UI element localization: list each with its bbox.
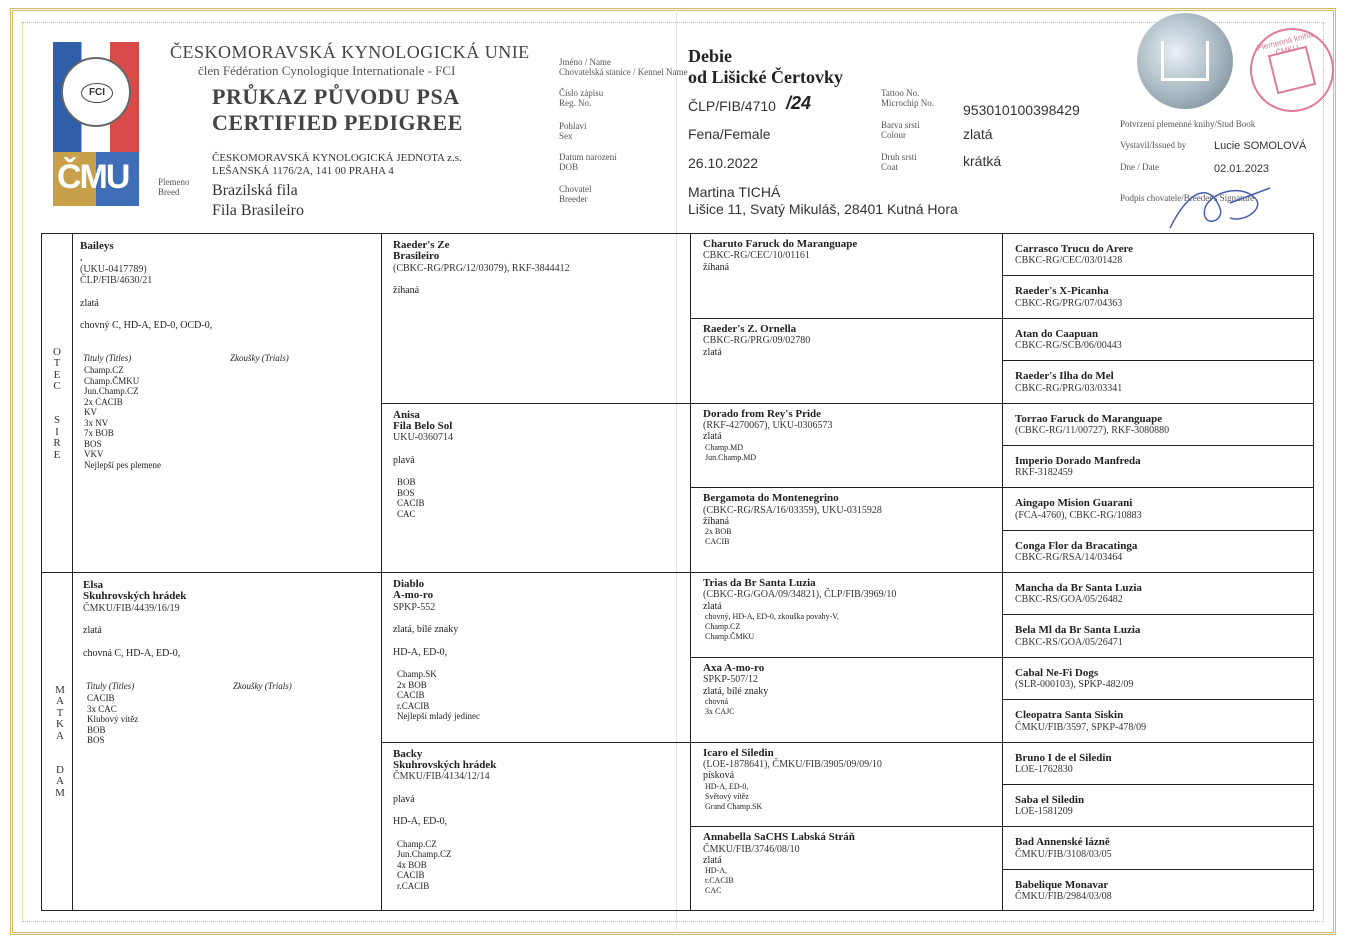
breeder-address: Lišice 11, Svatý Mikuláš, 28401 Kutná Hora <box>688 201 958 217</box>
great-grandparent-cell <box>703 748 998 812</box>
great-grandparent-reg: (CBKC-RG/GOA/09/34821), ČLP/FIB/3969/10 <box>703 589 897 601</box>
great-grandparent-name: Dorado from Rey's Pride <box>703 407 822 420</box>
gen4-ancestor-reg: CBKC-RG/RSA/14/03464 <box>1015 552 1123 564</box>
grandparent-colour: plavá <box>393 454 415 466</box>
gen4-ancestor-name: Aingapo Mision Guarani <box>1015 497 1133 510</box>
label-studbook: Potvrzení plemenné knihy/Stud Book <box>1120 119 1256 129</box>
grandparent-cell <box>393 410 683 520</box>
fci-globe-icon: FCI <box>61 57 131 127</box>
great-grandparent-name: Icaro el Siledin <box>703 746 774 759</box>
sire-title-item: KV <box>84 407 97 418</box>
dam-title-item: CACIB <box>87 693 115 704</box>
grandparent-health: HD-A, ED-0, <box>393 646 448 658</box>
grandparent-title-item: Nejlepší mladý jedinec <box>397 711 480 722</box>
gen4-ancestor-reg: LOE-1762830 <box>1015 763 1073 775</box>
fci-member: člen Fédération Cynologique Internationale - FCI <box>198 63 456 78</box>
great-grandparent-colour: písková <box>703 770 735 782</box>
gen4-ancestor-cell <box>1015 371 1313 394</box>
great-grandparent-colour: zlatá <box>703 346 722 358</box>
sire-reg2: ČLP/FIB/4630/21 <box>80 275 153 287</box>
gen4-ancestor-reg: CBKC-RG/SCB/06/00443 <box>1015 340 1122 352</box>
sire-side-label: O T E C S I R E <box>53 346 61 461</box>
breed-label: Plemeno Breed <box>158 177 190 197</box>
grandparent-name: Raeder's Ze <box>393 239 450 251</box>
gen4-ancestor-cell <box>1015 286 1313 309</box>
great-grandparent-title-item: Grand Champ.SK <box>705 801 763 811</box>
great-grandparent-cell <box>703 409 998 463</box>
row-divider <box>690 826 1314 827</box>
row-divider <box>381 403 1314 404</box>
great-grandparent-title-item: CACIB <box>705 537 730 547</box>
great-grandparent-reg: CBKC-RG/PRG/09/02780 <box>703 335 811 347</box>
breed-en: Fila Brasileiro <box>212 202 304 219</box>
gen4-ancestor-cell <box>1015 880 1313 903</box>
breed-cz: Brazilská fila <box>212 182 298 199</box>
great-grandparent-reg: ČMKU/FIB/3746/08/10 <box>703 843 800 855</box>
great-grandparent-titles <box>703 782 998 812</box>
great-grandparent-title-item: HD-A, ED-0, <box>705 781 749 791</box>
great-grandparent-cell <box>703 578 998 642</box>
great-grandparent-reg: (CBKC-RG/RSA/16/03359), UKU-0315928 <box>703 504 882 516</box>
gen4-ancestor-name: Raeder's X-Picanha <box>1015 285 1109 298</box>
great-grandparent-name: Axa A-mo-ro <box>703 661 765 674</box>
dam-reg: ČMKU/FIB/4439/16/19 <box>83 602 180 614</box>
sire-name: Baileys <box>80 240 114 252</box>
grandparent-cell <box>393 579 683 722</box>
dam-side-label: M A T K A D A M <box>55 684 65 799</box>
label-issued: Vystavil/Issued by <box>1120 140 1187 150</box>
gen4-ancestor-name: Imperio Dorado Manfreda <box>1015 454 1141 467</box>
label-sex: Pohlaví Sex <box>559 121 587 141</box>
great-grandparent-name: Bergamota do Montenegrino <box>703 492 839 505</box>
gen4-ancestor-name: Raeder's Ilha do Mel <box>1015 370 1114 383</box>
great-grandparent-name: Raeder's Z. Ornella <box>703 322 797 335</box>
dog-dob: 26.10.2022 <box>688 155 759 171</box>
grandparent-title-item: CAC <box>397 508 416 519</box>
gen4-ancestor-name: Bad Annenské lázně <box>1015 836 1110 849</box>
row-divider <box>690 657 1314 658</box>
grandparent-health: HD-A, ED-0, <box>393 816 448 828</box>
great-grandparent-cell <box>703 663 998 717</box>
dam-title-item: Klubový vítěz <box>87 714 139 725</box>
grandparent-titles <box>393 477 683 519</box>
grandparent-colour: plavá <box>393 793 415 805</box>
title-cz: PRŮKAZ PŮVODU PSA <box>212 84 460 109</box>
sire-title-item: 3x NV <box>84 417 109 428</box>
great-grandparent-colour: zlatá, bílé znaky <box>703 685 769 697</box>
dam-name: Elsa <box>83 579 104 591</box>
breeder-name: Martina TICHÁ <box>688 184 781 200</box>
dam-title-item: BOB <box>87 724 106 735</box>
studbook-stamp: Plemenná kniha ČMKU <box>1241 19 1343 121</box>
great-grandparent-colour: zlatá <box>703 431 722 443</box>
great-grandparent-cell <box>703 324 998 358</box>
great-grandparent-title-item: chovný, HD-A, ED-0, zkouška povahy-V, <box>705 612 840 622</box>
dog-coat: krátká <box>963 153 1002 169</box>
grandparent-title-item: 2x BOB <box>397 679 427 690</box>
gen4-ancestor-reg: CBKC-RS/GOA/05/26482 <box>1015 594 1123 606</box>
gen4-ancestor-cell <box>1015 795 1313 818</box>
great-grandparent-titles <box>703 697 998 717</box>
sire-colour: zlatá <box>80 297 99 309</box>
dog-colour: zlatá <box>963 126 993 142</box>
gen4-ancestor-cell <box>1015 244 1313 267</box>
sire-title-item: 2x CACIB <box>84 396 123 407</box>
gen4-ancestor-cell <box>1015 414 1313 437</box>
dog-kennel: od Lišické Čertovky <box>688 67 843 87</box>
gen4-ancestor-cell <box>1015 753 1313 776</box>
great-grandparent-title-item: 3x CAJC <box>705 706 735 716</box>
dog-sex: Fena/Female <box>688 126 771 142</box>
grandparent-title-item: Champ.SK <box>397 669 437 680</box>
gen4-ancestor-reg: LOE-1581209 <box>1015 806 1073 818</box>
grandparent-cell <box>393 749 683 892</box>
label-date: Dne / Date <box>1120 162 1159 172</box>
gen4-ancestor-reg: CBKC-RG/PRG/03/03341 <box>1015 382 1123 394</box>
gen4-ancestor-cell <box>1015 668 1313 691</box>
gen4-ancestor-reg: CBKC-RG/CEC/03/01428 <box>1015 255 1123 267</box>
gen4-ancestor-reg: ČMKU/FIB/3597, SPKP-478/09 <box>1015 721 1147 733</box>
row-divider <box>1002 360 1314 361</box>
label-coat: Druh srsti Coat <box>881 152 917 172</box>
grandparent-name: Anisa <box>393 408 420 421</box>
great-grandparent-title-item: Jun.Champ.MD <box>705 452 757 462</box>
sire-title-item: VKV <box>84 449 104 460</box>
gen4-ancestor-reg: (SLR-000103), SPKP-482/09 <box>1015 679 1134 691</box>
grandparent-title-item: 4x BOB <box>397 859 427 870</box>
grandparent-title-item: CACIB <box>397 498 425 509</box>
grandparent-name: Fila Belo Sol <box>393 419 453 432</box>
gen4-ancestor-cell <box>1015 710 1313 733</box>
row-divider <box>1002 614 1314 615</box>
grandparent-name: Brasileiro <box>393 250 440 263</box>
sire-health: chovný C, HD-A, ED-0, OCD-0, <box>80 320 213 332</box>
row-divider <box>1002 869 1314 870</box>
great-grandparent-colour: žíhaná <box>703 261 730 273</box>
issue-date: 02.01.2023 <box>1214 163 1270 175</box>
sire-title-item: Jun.Champ.CZ <box>84 386 139 397</box>
sire-trials-label: Zkoušky (Trials) <box>230 353 289 364</box>
gen4-ancestor-reg: CBKC-RG/PRG/07/04363 <box>1015 297 1123 309</box>
gen4-ancestor-name: Babelique Monavar <box>1015 878 1109 891</box>
great-grandparent-cell <box>703 239 998 273</box>
great-grandparent-reg: SPKP-507/12 <box>703 674 759 686</box>
dog-reg-no: ČLP/FIB/4710 <box>688 98 776 114</box>
grandparent-reg: ČMKU/FIB/4134/12/14 <box>393 771 490 783</box>
great-grandparent-colour: zlatá <box>703 600 722 612</box>
label-colour: Barva srsti Colour <box>881 120 920 140</box>
gen4-ancestor-name: Cleopatra Santa Siskin <box>1015 709 1124 722</box>
jednota-line2: LEŠANSKÁ 1176/2A, 141 00 PRAHA 4 <box>212 165 394 177</box>
title-en: CERTIFIED PEDIGREE <box>212 110 463 135</box>
org-name: ČESKOMORAVSKÁ KYNOLOGICKÁ UNIE <box>170 42 530 62</box>
great-grandparent-titles <box>703 866 998 896</box>
grandparent-titles <box>393 669 683 722</box>
great-grandparent-title-item: CAC <box>705 886 722 896</box>
sire-title-item: Champ.CZ <box>84 365 124 376</box>
dog-microchip: 953010100398429 <box>963 102 1080 118</box>
gen4-ancestor-name: Bruno I de el Siledin <box>1015 751 1112 764</box>
grandparent-reg: SPKP-552 <box>393 601 436 613</box>
great-grandparent-title-item: 2x BOB <box>705 527 732 537</box>
dog-name: Debie <box>688 46 732 66</box>
grandparent-colour: zlatá, bílé znaky <box>393 624 459 636</box>
gen4-ancestor-cell <box>1015 541 1313 564</box>
gen4-ancestor-name: Mancha da Br Santa Luzia <box>1015 582 1142 594</box>
grandparent-title-item: BOS <box>397 487 415 498</box>
row-divider <box>381 742 1314 743</box>
hologram-seal <box>1137 13 1233 109</box>
great-grandparent-title-item: HD-A, <box>705 866 727 876</box>
great-grandparent-reg: CBKC-RG/CEC/10/01161 <box>703 250 810 262</box>
great-grandparent-titles <box>703 443 998 463</box>
grandparent-title-item: BOB <box>397 477 416 488</box>
gen4-ancestor-reg: ČMKU/FIB/2984/03/08 <box>1015 891 1112 903</box>
dam-kennel: Skuhrovských hrádek <box>83 590 187 603</box>
sire-cell: Baileys , (UKU-0417789) ČLP/FIB/4630/21 zlatá chovný C, HD-A, ED-0, OCD-0, Tituly (Titles) Zkoušky (Trials) Champ.CZ Champ.ČMKU Jun.Champ.CZ 2x CACIB KV 3x NV 7x BOB BOS VKV Nejlepší pes plemene <box>80 241 370 470</box>
gen4-ancestor-name: Saba el Siledin <box>1015 793 1085 806</box>
label-tattoo: Tattoo No. Microchip No. <box>881 88 934 108</box>
label-breeder: Chovatel Breeder <box>559 184 592 204</box>
gen4-ancestor-reg: (FCA-4760), CBKC-RG/10883 <box>1015 509 1142 521</box>
dam-trials-label: Zkoušky (Trials) <box>233 681 292 692</box>
great-grandparent-reg: (RKF-4270067), UKU-0306573 <box>703 419 833 431</box>
sire-titles-label: Tituly (Titles) <box>83 353 132 364</box>
sire-title-item: Nejlepší pes plemene <box>84 459 161 470</box>
label-name: Jméno / Name Chovatelská stanice / Kennel Name <box>559 57 688 77</box>
great-grandparent-colour: žíhaná <box>703 516 730 528</box>
great-grandparent-reg: (LOE-1878641), ČMKU/FIB/3905/09/09/10 <box>703 758 882 770</box>
grandparent-title-item: r.CACIB <box>397 700 430 711</box>
dam-titles <box>83 693 373 746</box>
gen4-ancestor-cell <box>1015 625 1313 648</box>
great-grandparent-title-item: chovná <box>705 696 729 706</box>
gen4-ancestor-name: Cabal Ne-Fi Dogs <box>1015 666 1099 679</box>
sire-title-item: Champ.ČMKU <box>84 375 140 386</box>
grandparent-reg: (CBKC-RG/PRG/12/03079), RKF-3844412 <box>393 262 570 274</box>
gen4-ancestor-reg: RKF-3182459 <box>1015 467 1073 479</box>
grandparent-title-item: CACIB <box>397 870 425 881</box>
great-grandparent-title-item: Champ.CZ <box>705 622 741 632</box>
great-grandparent-titles <box>703 527 998 547</box>
row-divider <box>1002 699 1314 700</box>
gen4-ancestor-reg: ČMKU/FIB/3108/03/05 <box>1015 848 1112 860</box>
gen4-ancestor-cell <box>1015 837 1313 860</box>
great-grandparent-titles <box>703 612 998 642</box>
row-divider <box>1002 445 1314 446</box>
cmku-logo: FCI ČMU <box>53 42 139 206</box>
gen4-ancestor-reg: (CBKC-RG/11/00727), RKF-3080880 <box>1015 424 1170 436</box>
gen4-ancestor-name: Conga Flor da Bracatinga <box>1015 539 1138 552</box>
grandparent-title-item: r.CACIB <box>397 880 430 891</box>
gen4-ancestor-cell <box>1015 583 1313 606</box>
dam-title-item: 3x CAC <box>87 703 117 714</box>
grandparent-name: Skuhrovských hrádek <box>393 758 497 771</box>
great-grandparent-cell <box>703 832 998 896</box>
great-grandparent-title-item: Světový vítěz <box>705 791 749 801</box>
label-reg: Číslo zápisu Reg. No. <box>559 88 604 108</box>
great-grandparent-name: Annabella SaCHS Labská Stráň <box>703 831 855 844</box>
dam-titles-label: Tituly (Titles) <box>86 681 135 692</box>
grandparent-title-item: CACIB <box>397 690 425 701</box>
grandparent-name: Diablo <box>393 578 425 590</box>
gen4-ancestor-name: Torrao Faruck do Maranguape <box>1015 412 1163 425</box>
gen4-ancestor-cell <box>1015 498 1313 521</box>
grandparent-colour: žíhaná <box>393 285 420 297</box>
grandparent-title-item: Champ.CZ <box>397 838 437 849</box>
great-grandparent-cell <box>703 493 998 547</box>
grandparent-title-item: Jun.Champ.CZ <box>397 849 452 860</box>
grandparent-name: A-mo-ro <box>393 589 434 602</box>
grandparent-cell <box>393 240 683 308</box>
grandparent-name: Backy <box>393 747 423 760</box>
great-grandparent-name: Trias da Br Santa Luzia <box>703 577 816 589</box>
great-grandparent-name: Charuto Faruck do Maranguape <box>703 238 858 250</box>
gen4-ancestor-cell <box>1015 456 1313 479</box>
label-signature: Podpis chovatele/Breeder's Signature <box>1120 193 1255 203</box>
great-grandparent-title-item: r.CACIB <box>705 876 734 886</box>
label-dob: Datum narození DOB <box>559 152 617 172</box>
grandparent-titles <box>393 839 683 892</box>
dam-colour: zlatá <box>83 625 102 637</box>
row-divider <box>690 487 1314 488</box>
great-grandparent-title-item: Champ.MD <box>705 442 743 452</box>
sire-title-item: 7x BOB <box>84 428 114 439</box>
row-divider <box>1002 530 1314 531</box>
grandparent-reg: UKU-0360714 <box>393 432 453 444</box>
great-grandparent-colour: zlatá <box>703 855 722 867</box>
gen4-ancestor-name: Bela Ml da Br Santa Luzia <box>1015 624 1141 637</box>
row-divider <box>690 318 1314 319</box>
sire-title-item: BOS <box>84 438 102 449</box>
gen4-ancestor-name: Atan do Caapuan <box>1015 327 1099 340</box>
row-divider <box>41 572 1314 573</box>
sire-titles <box>80 365 370 470</box>
dam-health: chovná C, HD-A, ED-0, <box>83 647 181 659</box>
row-divider <box>1002 275 1314 276</box>
sire-reg1: (UKU-0417789) <box>80 263 147 275</box>
row-divider <box>1002 784 1314 785</box>
breeder-signature <box>1160 178 1280 233</box>
gen4-ancestor-reg: CBKC-RS/GOA/05/26471 <box>1015 636 1123 648</box>
great-grandparent-title-item: Champ.ČMKU <box>705 632 755 642</box>
issued-by: Lucie SOMOLOVÁ <box>1214 140 1307 152</box>
gen4-ancestor-cell <box>1015 329 1313 352</box>
dam-cell <box>83 580 373 746</box>
jednota-line1: ČESKOMORAVSKÁ KYNOLOGICKÁ JEDNOTA z.s. <box>212 152 462 164</box>
gen4-ancestor-name: Carrasco Trucu do Arere <box>1015 243 1134 255</box>
dam-title-item: BOS <box>87 735 105 746</box>
dog-reg-suffix: /24 <box>786 93 812 113</box>
